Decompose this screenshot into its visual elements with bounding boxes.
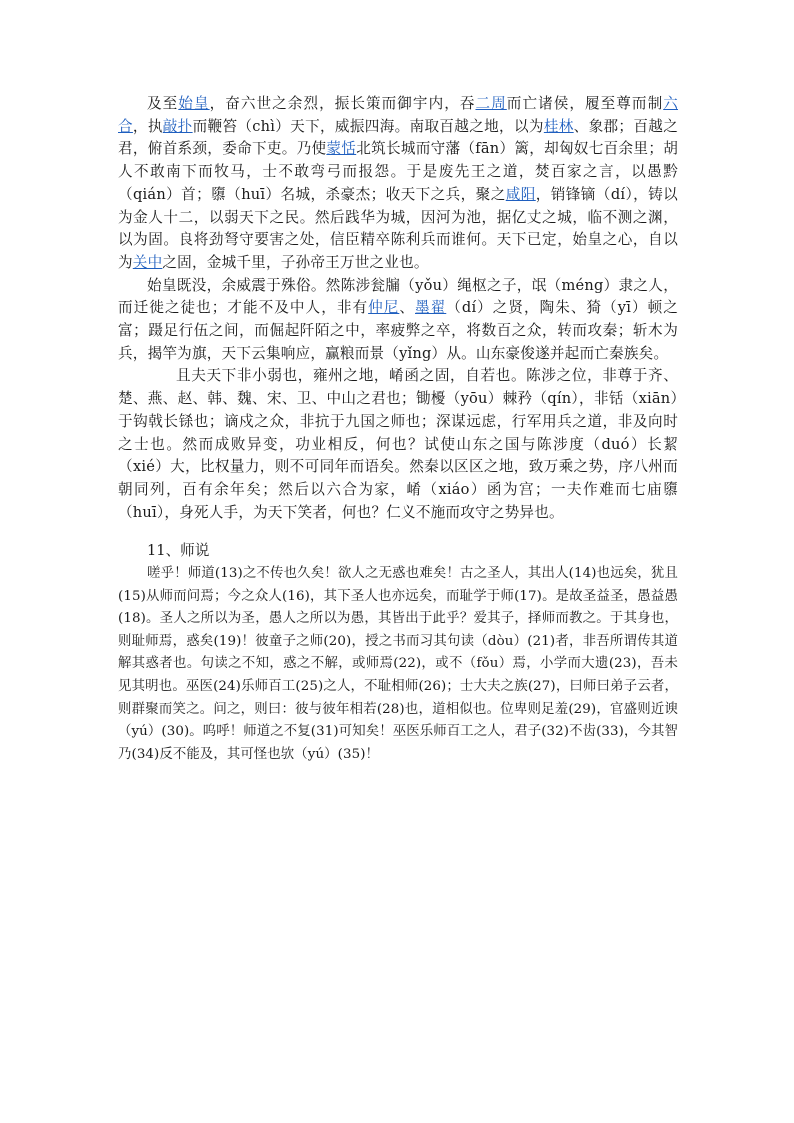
link-xianyang[interactable]: 咸阳 [505,185,536,203]
text-run: 北筑长城而守藩（fān）篱，却匈奴七百余里；胡人不敢南下而牧马，士不敢弯弓而报怨。于是废先王之道，焚百家之言，以愚黔（qián）首；隳（huī）名城，杀豪杰；收天下之兵，聚之 [118,140,678,203]
link-mengtian[interactable]: 蒙恬 [326,140,357,158]
paragraph-1 [118,93,678,275]
text-run: 而鞭笞（chì）天下，威振四海。南取百越之地，以为 [192,117,544,135]
paragraph-2 [118,275,678,366]
paragraph-3: 且夫天下非小弱也，雍州之地，崤函之固，自若也。陈涉之位，非尊于齐、楚、燕、赵、韩、魏、宋、卫、中山之君也；锄櫌（yōu）棘矜（qín），非铦（xiān）于钩戟长铩也；谪戍之众，非抗于九国之师也；深谋远虑，行军用兵之道，非及向时之士也。然而成败异变，功业相反，何也？试使山东之国与陈涉度（duó）长絜（xié）大，比权量力，则不可同年而语矣。然秦以区区之地，致万乘之势，序八州而朝同列，百有余年矣；然后以六合为家，崤（xiáo）函为宫；一夫作难而七庙隳（huī），身死人手，为天下笑者，何也？仁义不施而攻守之势异也。 [118,367,678,521]
text-run: ，销锋镝（dí），铸以为金人十二，以弱天下之民。然后践华为城，因河为池，据亿丈之城，临不测之渊，以为固。良将劲弩守要害之处，信臣精卒陈利兵而谁何。天下已定，始皇之心，自以为 [118,185,678,271]
link-liuhe[interactable]: 六合 [118,95,679,135]
text-run: 始皇既没，余威震于殊俗。然陈涉瓮牖（yǒu）绳枢之子，氓（méng）隶之人，而迁徙之徒也；才能不及中人，非有 [118,276,678,317]
text-run: 、象郡；百越之君，俯首系颈，委命下吏。乃使 [118,117,678,158]
document-page [118,93,678,766]
text-run: ，奋六世之余烈，振长策而御宇内，吞 [209,95,476,112]
link-zhongni[interactable]: 仲尼 [368,299,400,317]
link-modi[interactable]: 墨翟 [415,299,447,317]
link-guilin[interactable]: 桂林 [543,117,574,135]
text-run: 之固，金城千里，子孙帝王万世之业也。 [162,253,429,271]
text-run: 而亡诸侯，履至尊而制 [506,95,664,112]
link-qiaopu[interactable]: 敲扑 [162,117,193,135]
paragraph-4: 嗟乎！师道(13)之不传也久矣！欲人之无惑也难矣！古之圣人，其出人(14)也远矣，犹且(15)从师而问焉；今之众人(16)，其下圣人也亦远矣，而耻学于师(17)。是故圣益圣，愚益愚(18)。圣人之所以为圣，愚人之所以为愚，其皆出于此乎？爱其子，择师而教之。于其身也，则耻师焉，惑矣(19)！彼童子之师(20)，授之书而习其句读（dòu）(21)者，非吾所谓传其道解其惑者也。句读之不知，惑之不解，或师焉(22)，或不（fǒu）焉，小学而大遗(23)，吾未见其明也。巫医(24)乐师百工(25)之人，不耻相师(26)；士大夫之族(27)，曰师曰弟子云者，则群聚而笑之。问之，则曰：彼与彼年相若(28)也，道相似也。位卑则足羞(29)，官盛则近谀（yú）(30)。呜呼！师道之不复(31)可知矣！巫医乐师百工之人，君子(32)不齿(33)，今其智乃(34)反不能及，其可怪也欤（yú）(35)！ [118,566,678,762]
text-run: （dí）之贤，陶朱、猗（yī）顿之富；蹑足行伍之间，而倔起阡陌之中，率疲弊之卒，将数百之众，转而攻秦；斩木为兵，揭竿为旗，天下云集响应，赢粮而景（yǐng）从。山东豪俊遂并起而亡秦族矣。 [118,299,679,362]
section-title: 11、师说 [147,542,210,560]
link-guanzhong[interactable]: 关中 [132,253,163,271]
link-shihuang[interactable]: 始皇 [178,95,210,112]
text-run: 、 [399,299,415,317]
text-run: 及至 [147,95,179,112]
link-erzhou[interactable]: 二周 [475,95,507,112]
text-run: ，执 [132,117,163,135]
